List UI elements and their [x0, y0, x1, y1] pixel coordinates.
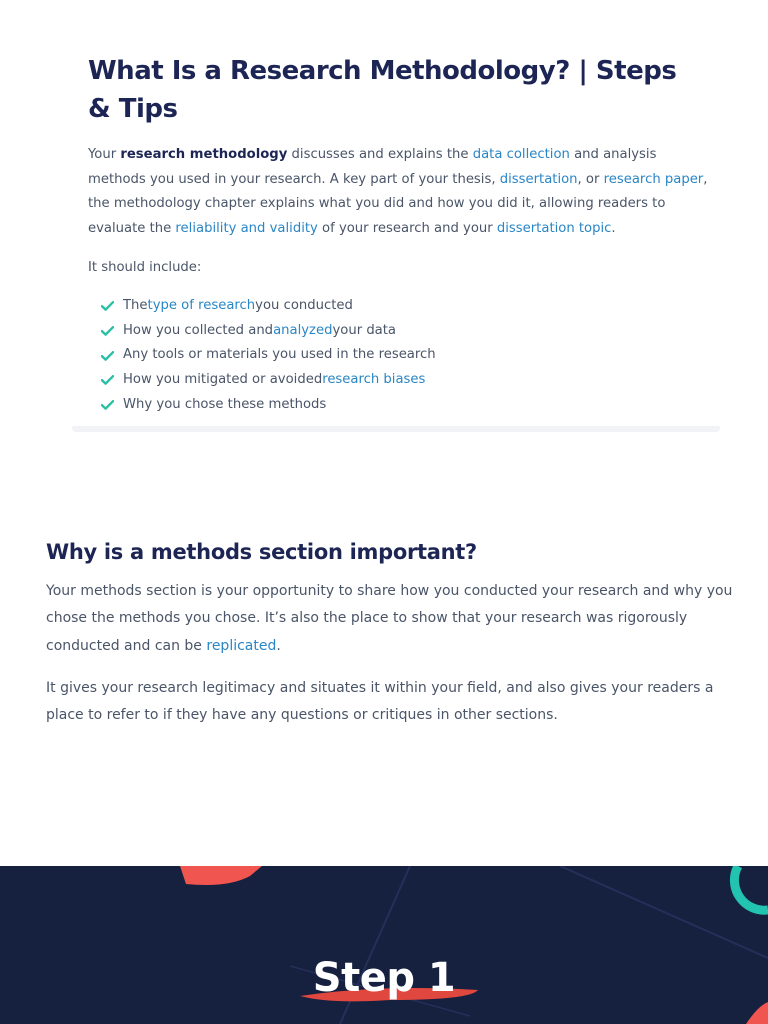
check-icon	[100, 319, 116, 343]
link-reliability-validity[interactable]: reliability and validity	[175, 220, 318, 236]
bold-term: research methodology	[120, 147, 288, 162]
coral-corner-shape	[746, 1002, 768, 1024]
link-analyzed[interactable]: analyzed	[273, 322, 333, 338]
section-heading: Why is a methods section important?	[46, 540, 477, 564]
list-item: The type of research you conducted	[100, 294, 436, 319]
include-label: It should include:	[88, 260, 202, 275]
step-title: Step 1	[312, 955, 456, 1001]
intro-paragraph: Your research methodology discusses and explains the data collection and analysis methods you used in your research. A key part of your thesis, dissertation, or research paper, the methodology chapter explains what you did and how you did it, allowing readers to evaluate the reliability and validity of your research and your dissertation topic.	[88, 147, 708, 236]
step-banner	[0, 866, 768, 1024]
link-replicated[interactable]: replicated	[206, 637, 277, 654]
link-data-collection[interactable]: data collection	[472, 147, 570, 162]
link-type-of-research[interactable]: type of research	[147, 298, 256, 313]
section-paragraph-2: It gives your research legitimacy and situates it within your field, and also gives your readers a place to refer to if they have any questions or critiques in other sections.	[46, 680, 714, 724]
check-icon	[100, 294, 116, 318]
coral-shape	[180, 866, 262, 885]
link-research-biases[interactable]: research biases	[322, 372, 426, 388]
teal-arc	[734, 866, 768, 910]
list-item: Why you chose these methods	[100, 393, 436, 418]
link-dissertation[interactable]: dissertation	[499, 171, 578, 187]
section-paragraph-1: Your methods section is your opportunity to share how you conducted your research and why you chose the methods you chose. It’s also the place to show that your research was rigorously conducted and can be replicated.	[46, 583, 733, 654]
check-icon	[100, 393, 116, 417]
list-item: Any tools or materials you used in the research	[100, 343, 436, 368]
list-item: How you mitigated or avoided research biases	[100, 368, 436, 393]
check-icon	[100, 368, 116, 392]
check-icon	[100, 344, 116, 368]
article-title: What Is a Research Methodology? | Steps & Tips	[88, 56, 677, 124]
summary-card-edge	[72, 426, 720, 432]
link-dissertation-topic[interactable]: dissertation topic	[496, 220, 612, 236]
list-item: How you collected and analyzed your data	[100, 319, 436, 344]
include-checklist	[100, 294, 436, 417]
link-research-paper[interactable]: research paper	[603, 171, 704, 187]
